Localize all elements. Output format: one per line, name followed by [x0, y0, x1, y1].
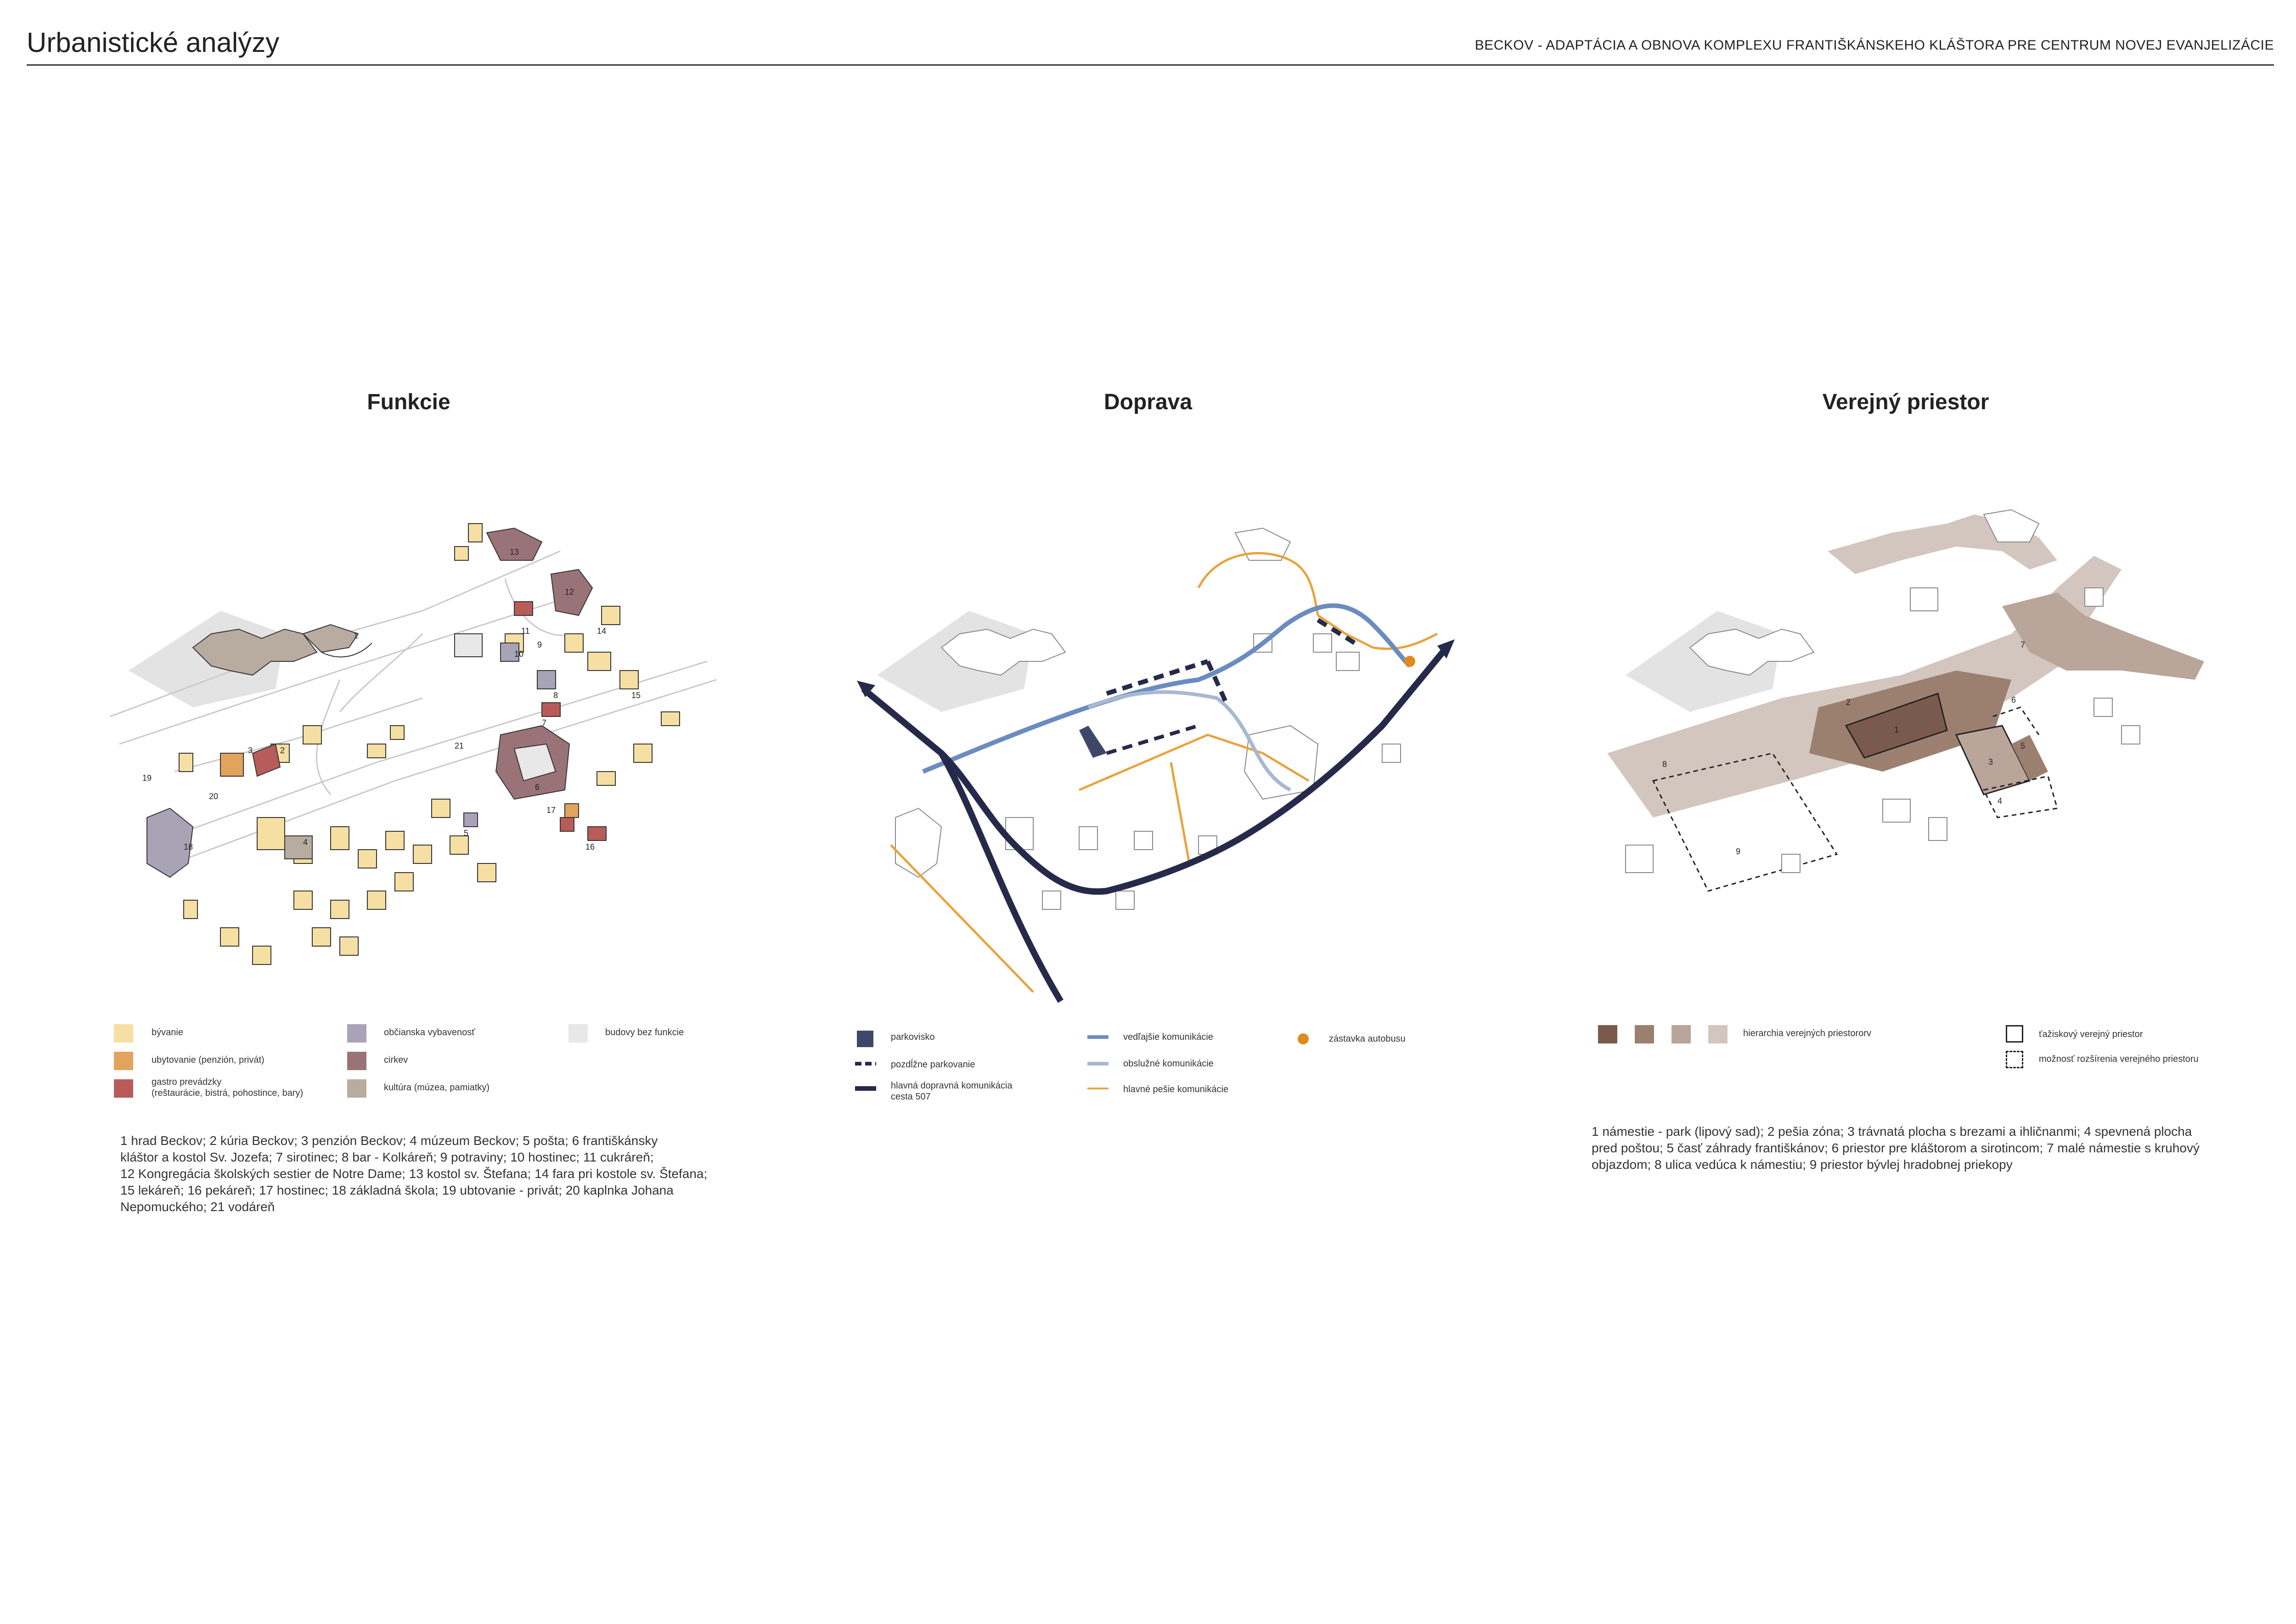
map-number: 5 — [464, 829, 469, 838]
funkcie-map — [101, 496, 726, 1010]
map-number: 11 — [521, 626, 530, 636]
note-line: 1 námestie - park (lipový sad); 2 pešia zóna; 3 trávnatá plocha s brezami a ihličnanmi; 4 spevnená plocha — [1592, 1124, 2192, 1139]
thick-line-swatch — [855, 1086, 876, 1091]
funkcie-note — [120, 1133, 707, 1215]
parking-swatch — [857, 1031, 873, 1047]
legend-swatch-ubytovanie — [114, 1052, 133, 1070]
map-number: 7 — [2020, 640, 2026, 649]
legend-label: pozdĺžne parkovanie — [891, 1060, 975, 1070]
service-road-swatch — [1087, 1061, 1109, 1066]
header-divider — [27, 64, 2274, 66]
legend-label: hlavné pešie komunikácie — [1123, 1084, 1229, 1094]
legend-label-main: hlavná dopravná komunikácia — [891, 1081, 1013, 1091]
legend-label: obslužné komunikácie — [1123, 1059, 1214, 1069]
map-number: 2 — [280, 746, 285, 755]
map-number: 14 — [597, 626, 607, 636]
map-number: 3 — [248, 746, 253, 755]
verejny-priestor-map — [1598, 496, 2223, 1010]
panel-title-funkcie: Funkcie — [367, 390, 450, 414]
map-number: 6 — [535, 783, 540, 792]
map-number: 16 — [585, 842, 595, 851]
bus-stop-icon — [1297, 1032, 1310, 1045]
legend-label: cirkev — [384, 1055, 408, 1065]
solid-box-swatch — [2006, 1025, 2023, 1043]
legend-label: ťažiskový verejný priestor — [2039, 1029, 2143, 1039]
map-number: 9 — [1736, 847, 1741, 856]
legend-label: občianska vybavenosť — [384, 1027, 475, 1038]
legend-label: vedľajšie komunikácie — [1123, 1032, 1213, 1042]
legend-label: budovy bez funkcie — [605, 1027, 684, 1038]
legend-swatch-bez-funkcie — [568, 1024, 588, 1043]
hierarchy-swatch-2 — [1635, 1025, 1654, 1043]
map-number: 4 — [1998, 796, 2003, 806]
dash-swatch — [855, 1061, 876, 1066]
hierarchy-swatch-1 — [1598, 1025, 1617, 1043]
map-number: 8 — [553, 691, 558, 700]
map-number: 19 — [142, 773, 152, 783]
note-line: Nepomuckého; 21 vodáreň — [120, 1200, 275, 1214]
legend-label-sub: (reštaurácie, bistrá, pohostince, bary) — [152, 1088, 304, 1098]
legend-swatch-cirkev — [347, 1052, 366, 1070]
map-number: 17 — [546, 806, 556, 815]
map-number: 15 — [631, 691, 641, 700]
legend-label — [152, 1077, 303, 1099]
priestor-note — [1592, 1123, 2200, 1173]
note-line: pred poštou; 5 časť záhrady františkánov; 6 priestor pre kláštorom a sirotincom; 7 malé námestie s kruhový — [1592, 1141, 2200, 1155]
map-number: 20 — [209, 792, 219, 801]
map-number: 5 — [2020, 741, 2026, 750]
note-line: kláštor a kostol Sv. Jozefa; 7 sirotinec; 8 bar - Kolkáreň; 9 potraviny; 10 hostinec; 11 cukráreň; — [120, 1150, 654, 1164]
legend-swatch-obcianska — [347, 1024, 366, 1043]
note-line: 1 hrad Beckov; 2 kúria Beckov; 3 penzión Beckov; 4 múzeum Beckov; 5 pošta; 6 františkánsky — [120, 1133, 658, 1148]
legend-label: parkovisko — [891, 1032, 935, 1042]
note-line: 12 Kongregácia školských sestier de Notre Dame; 13 kostol sv. Štefana; 14 fara pri kostole sv. Štefana; — [120, 1167, 708, 1181]
map-number: 7 — [542, 718, 547, 727]
legend-label: možnosť rozšírenia verejného priestoru — [2039, 1054, 2199, 1064]
legend-label — [891, 1080, 1013, 1102]
legend-label: hierarchia verejných priestororv — [1743, 1028, 1872, 1038]
legend-label-main: gastro prevádzky — [152, 1077, 222, 1087]
map-number: 2 — [1846, 698, 1851, 707]
hierarchy-swatch-4 — [1708, 1025, 1728, 1043]
legend-swatch-gastro — [114, 1079, 133, 1098]
project-title: BECKOV - ADAPTÁCIA A OBNOVA KOMPLEXU FRANTIŠKÁNSKEHO KLÁŠTORA PRE CENTRUM NOVEJ EVANJELIZÁCIE — [1474, 38, 2274, 53]
legend-label: bývanie — [152, 1027, 183, 1038]
map-number: 8 — [1662, 760, 1667, 769]
hierarchy-swatch-3 — [1671, 1025, 1691, 1043]
map-number: 9 — [537, 640, 542, 649]
note-line: 15 lekáreň; 16 pekáreň; 17 hostinec; 18 základná škola; 19 ubtovanie - privát; 20 kaplnka Johana — [120, 1183, 674, 1197]
side-road-swatch — [1087, 1034, 1109, 1040]
sheet-title: Urbanistické analýzy — [27, 27, 280, 58]
legend-label: zástavka autobusu — [1329, 1034, 1406, 1044]
doprava-map — [850, 496, 1474, 1010]
map-number: 18 — [184, 842, 193, 851]
legend-swatch-kultura — [347, 1079, 366, 1098]
map-number: 10 — [514, 649, 524, 659]
castle-hrad-beckov — [193, 625, 372, 675]
map-number: 1 — [1894, 725, 1899, 734]
legend-label: ubytovanie (penzión, privát) — [152, 1055, 264, 1065]
legend-label: kultúra (múzea, pamiatky) — [384, 1083, 490, 1093]
panel-title-verejny-priestor: Verejný priestor — [1822, 390, 1989, 414]
pedestrian-path-swatch — [1087, 1087, 1109, 1090]
map-number: 1 — [354, 631, 359, 640]
dashed-box-swatch — [2006, 1051, 2023, 1068]
map-number: 3 — [1988, 757, 1993, 767]
panel-title-doprava: Doprava — [1103, 390, 1193, 414]
map-number: 12 — [565, 587, 574, 597]
note-line: objazdom; 8 ulica vedúca k námestiu; 9 priestor bývlej hradobnej priekopy — [1592, 1157, 2013, 1172]
legend-swatch-byvanie — [114, 1024, 133, 1043]
map-number: 4 — [303, 838, 308, 847]
legend-label-sub: cesta 507 — [891, 1092, 931, 1102]
map-number: 6 — [2011, 695, 2016, 705]
map-number: 13 — [510, 547, 519, 557]
map-number: 21 — [455, 741, 464, 750]
